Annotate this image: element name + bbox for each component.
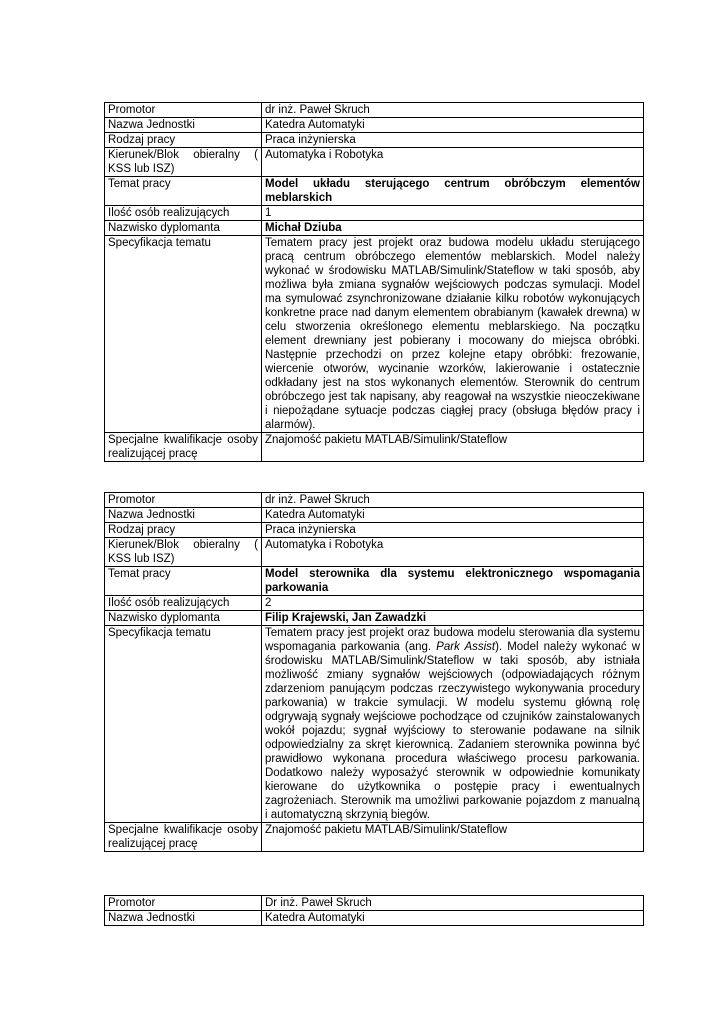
row-value: Katedra Automatyki: [262, 911, 644, 926]
row-value: Automatyka i Robotyka: [262, 148, 644, 177]
table-row: [105, 626, 644, 823]
row-value: Praca inżynierska: [262, 523, 644, 538]
topic-specification: Tematem pracy jest projekt oraz budowa modelu układu sterującego pracą centrum obróbczego elementów meblarskich. Model należy wykonać w środowisku MATLAB/Simulink/Stateflow w taki sposób, aby możliwa była zmiana sygnałów wejściowych podczas symulacji. Model ma symulować zsynchronizowane działanie kilku robotów wykonujących konkretne prace nad danym elementem obrabianym (kawałek drewna) w celu stworzenia określonego elementu meblarskiego. Na początku element drewniany jest pobierany i mocowany do miejsca obróbki. Następnie przechodzi on przez kolejne etapy obróbki: frezowanie, wiercenie otworów, wycinanie wzorków, lakierowanie i ostatecznie odkładany jest na stos wykonanych elementów. Sterownik do centrum obróbczego jest tak napisany, aby reagował na wszystkie nieoczekiwane i niepożądane sytuacje podczas ciągłej pracy (obsługa błędów pracy i alarmów).: [262, 236, 644, 433]
row-label: Specyfikacja tematu: [105, 236, 262, 433]
table-row: [105, 177, 644, 206]
row-value: Katedra Automatyki: [262, 508, 644, 523]
thesis-topic: Model układu sterującego centrum obróbczym elementów meblarskich: [262, 177, 644, 206]
thesis-table-3: [104, 895, 644, 926]
row-label: Kierunek/Blok obieralny ( KSS lub ISZ): [105, 148, 262, 177]
student-name: Filip Krajewski, Jan Zawadzki: [262, 611, 644, 626]
row-label: Nazwa Jednostki: [105, 911, 262, 926]
row-label: Temat pracy: [105, 567, 262, 596]
row-label: Specjalne kwalifikacje osoby realizującej pracę: [105, 433, 262, 462]
table-row: [105, 118, 644, 133]
row-value: 2: [262, 596, 644, 611]
row-label: Specjalne kwalifikacje osoby realizującej pracę: [105, 823, 262, 852]
topic-specification: [262, 626, 644, 823]
row-label: Promotor: [105, 103, 262, 118]
row-label: Nazwisko dyplomanta: [105, 221, 262, 236]
table-row: [105, 148, 644, 177]
row-label: Promotor: [105, 896, 262, 911]
table-row: [105, 433, 644, 462]
table-row: [105, 611, 644, 626]
row-label: Promotor: [105, 493, 262, 508]
row-label: Temat pracy: [105, 177, 262, 206]
table-row: [105, 896, 644, 911]
row-value: Praca inżynierska: [262, 133, 644, 148]
thesis-table-1: [104, 102, 644, 462]
row-label: Ilość osób realizujących: [105, 206, 262, 221]
row-label: Specyfikacja tematu: [105, 626, 262, 823]
row-value: Znajomość pakietu MATLAB/Simulink/Stateflow: [262, 433, 644, 462]
spec-text-end: ). Model należy wykonać w środowisku MATLAB/Simulink/Stateflow w taki sposób, aby istniała możliwość zmiany sygnałów wejściowych (odpowiadających różnym zdarzeniom panującym podczas rzeczywistego wykonywania procedury parkowania) w trakcie symulacji. W modelu systemu główną rolę odgrywają sygnały wejściowe pochodzące od czujników zainstalowanych wokół pojazdu; sygnał wyjściowy to sterowanie podawane na silnik odpowiedzialny za skręt kierownicą. Zadaniem sterownika powinna być prawidłowo wykonana procedura właściwego procesu parkowania. Dodatkowo należy wyposażyć sterownik w odpowiednie komunikaty kierowane do użytkownika o postępie pracy i ewentualnych zagrożeniach. Sterownik ma umożliwi parkowanie pojazdom z manualną i automatyczną skrzynią biegów.: [265, 641, 640, 821]
row-label: Kierunek/Blok obieralny ( KSS lub ISZ): [105, 538, 262, 567]
row-label: Rodzaj pracy: [105, 523, 262, 538]
row-value: Dr inż. Paweł Skruch: [262, 896, 644, 911]
spec-text-start: Tematem pracy jest projekt oraz budowa modelu sterowania dla systemu wspomagania parkowania (ang.: [265, 627, 640, 653]
table-row: [105, 523, 644, 538]
table-row: [105, 567, 644, 596]
row-value: dr inż. Paweł Skruch: [262, 103, 644, 118]
table-row: [105, 823, 644, 852]
thesis-table-2: [104, 492, 644, 852]
table-row: [105, 206, 644, 221]
row-value: dr inż. Paweł Skruch: [262, 493, 644, 508]
row-value: Znajomość pakietu MATLAB/Simulink/Stateflow: [262, 823, 644, 852]
table-row: [105, 911, 644, 926]
table-row: [105, 596, 644, 611]
row-value: Automatyka i Robotyka: [262, 538, 644, 567]
table-row: [105, 221, 644, 236]
row-label: Ilość osób realizujących: [105, 596, 262, 611]
row-value: Katedra Automatyki: [262, 118, 644, 133]
table-row: [105, 538, 644, 567]
table-row: [105, 133, 644, 148]
thesis-topic: Model sterownika dla systemu elektronicznego wspomagania parkowania: [262, 567, 644, 596]
student-name: Michał Dziuba: [262, 221, 644, 236]
row-label: Nazwisko dyplomanta: [105, 611, 262, 626]
row-label: Nazwa Jednostki: [105, 118, 262, 133]
row-label: Rodzaj pracy: [105, 133, 262, 148]
table-row: [105, 236, 644, 433]
spec-text-italic: Park Assist: [436, 641, 496, 653]
table-row: [105, 493, 644, 508]
table-row: [105, 103, 644, 118]
row-value: 1: [262, 206, 644, 221]
table-row: [105, 508, 644, 523]
row-label: Nazwa Jednostki: [105, 508, 262, 523]
